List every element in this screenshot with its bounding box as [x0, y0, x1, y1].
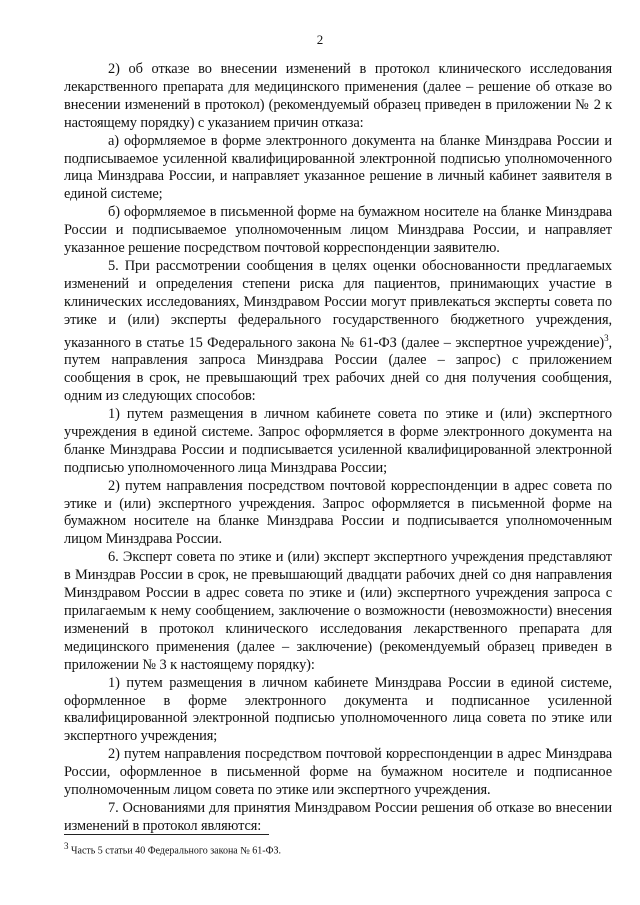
paragraph-2b-paper: б) оформляемое в письменной форме на бумажном носителе на бланке Минздрава России и подписываемое уполномоченным лицом Минздрава России, и направляет указанное решение посредством почтовой корреспонденции заявителю. [64, 204, 612, 257]
paragraph-6-2-mail: 2) путем направления посредством почтовой корреспонденции в адрес Минздрава России, оформленное в письменной форме на бумажном носителе и подписанное уполномоченным лицом совета по этике или экспертного учреждения. [64, 746, 612, 799]
footnote-reference: 3 [604, 332, 609, 343]
paragraph-5-1-cabinet: 1) путем размещения в личном кабинете совета по этике и (или) экспертного учреждения в единой системе. Запрос оформляется в форме электронного документа на бланке Минздрава России и подписывается усиленной квалифицированной электронной подписью уполномоченного лица Минздрава России; [64, 406, 612, 476]
paragraph-5-tail: , путем направления запроса Минздрава России (далее – запрос) с приложением сообщения в срок, не превышающий трех рабочих дней со дня получения сообщения, одним из следующих способов: [64, 334, 612, 405]
paragraph-5-experts [64, 258, 612, 406]
paragraph-6-conclusion: 6. Эксперт совета по этике и (или) эксперт экспертного учреждения представляют в Минздрав России в срок, не превышающий двадцати рабочих дней со дня направления Минздравом России в адрес совета по этике и (или) экспертного учреждения запроса с прилагаемым к нему сообщением, заключение о возможности (невозможности) внесения изменений в протокол клинического исследования лекарственного препарата для медицинского применения (далее – заключение) (рекомендуемый образец приведен в приложении № 3 к настоящему порядку): [64, 549, 612, 673]
document-body [64, 61, 612, 836]
footnote-marker: 3 [64, 841, 69, 851]
footnote-divider [64, 834, 269, 835]
paragraph-2a-electronic: а) оформляемое в форме электронного документа на бланке Минздрава России и подписываемое усиленной квалифицированной электронной подписью уполномоченного лица Минздрава России, и направляет указанное решение в личный кабинет заявителя в единой системе; [64, 132, 612, 203]
page-number: 2 [316, 32, 324, 47]
paragraph-7-grounds: 7. Основаниями для принятия Минздравом России решения об отказе во внесении изменений в протокол являются: [64, 799, 612, 834]
paragraph-2-refusal: 2) об отказе во внесении изменений в протокол клинического исследования лекарственного препарата для медицинского применения (далее – решение об отказе во внесении изменений в протокол) (рекомендуемый образец приведен в приложении № 2 к настоящему порядку) с указанием причин отказа: [64, 61, 612, 131]
footnote [64, 840, 612, 857]
footnote-text: Часть 5 статьи 40 Федерального закона № 61-ФЗ. [71, 845, 282, 857]
paragraph-5-2-mail: 2) путем направления посредством почтовой корреспонденции в адрес совета по этике и (или) экспертного учреждения. Запрос оформляется в письменной форме на бумажном носителе на бланке Минздрава России и подписывается уполномоченным лицом Минздрава России. [64, 477, 612, 548]
paragraph-5-text: 5. При рассмотрении сообщения в целях оценки обоснованности предлагаемых изменений и определения степени риска для пациентов, принимающих участие в клинических исследованиях, Минздравом России могут привлекаться эксперты совета по этике и (или) эксперты федерального государственного бюджетного учреждения, указанного в статье 15 Федерального закона № 61-ФЗ (далее – экспертное учреждение) [64, 257, 612, 351]
paragraph-6-1-cabinet: 1) путем размещения в личном кабинете Минздрава России в единой системе, оформленное в форме электронного документа и подписанное усиленной квалифицированной электронной подписью уполномоченного лица совета по этике или экспертного учреждения; [64, 674, 612, 745]
